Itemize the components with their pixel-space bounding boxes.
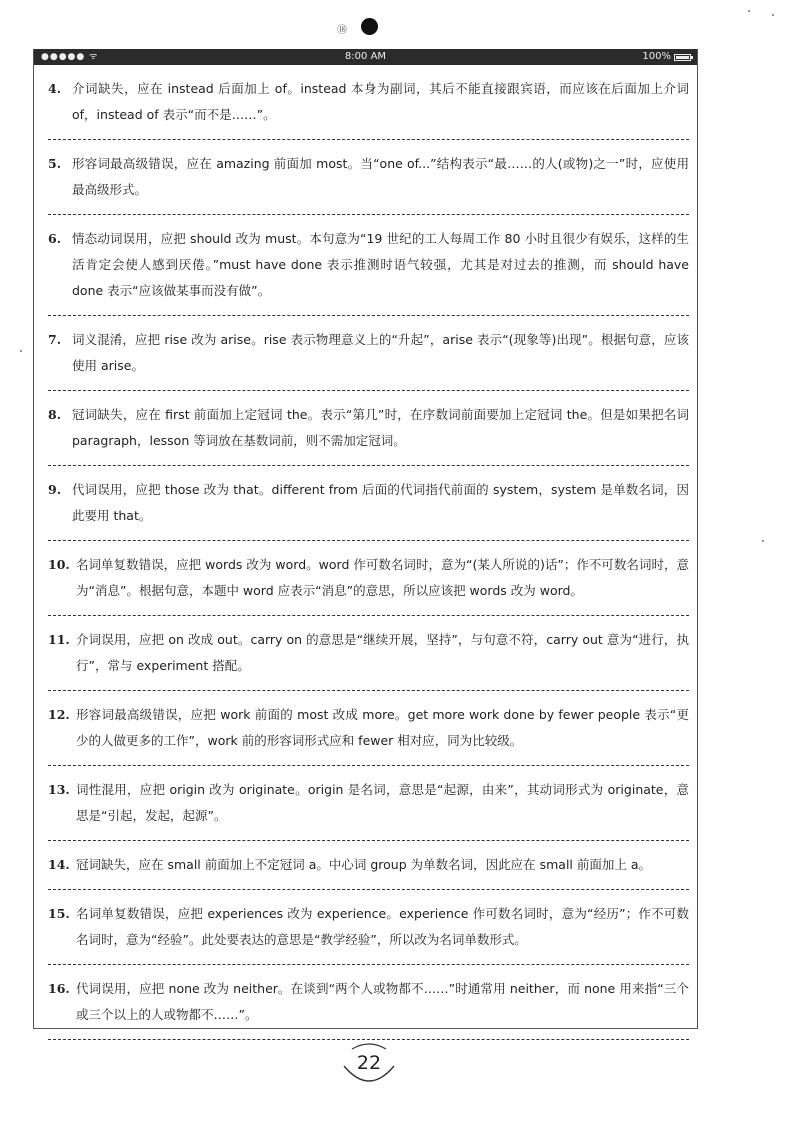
answer-text: 冠词缺失，应在 first 前面加上定冠词 the。表示“第几”时，在序数词前面要加上定冠词 the。但是如果把名词 paragraph，lesson 等词放在基数词前，则不需加定冠词。 (72, 407, 689, 448)
camera-dot-icon (361, 18, 378, 35)
answer-number: 9. (48, 482, 62, 497)
battery-percent: 100% (642, 51, 671, 62)
answer-item (48, 965, 689, 1040)
answer-number: 6. (48, 231, 62, 246)
page-number: 22 (356, 1052, 382, 1074)
answer-number: 13. (48, 782, 70, 797)
answer-text: 词性混用，应把 origin 改为 originate。origin 是名词，意思是“起源，由来”，其动词形式为 originate，意思是“引起，发起，起源”。 (76, 782, 689, 823)
scan-speck (20, 350, 22, 352)
answer-text: 名词单复数错误，应把 words 改为 word。word 作可数名词时，意为“(某人所说的)话”；作不可数名词时，意为“消息”。根据句意，本题中 word 应表示“消息”的意思，所以应该把 words 改为 word。 (76, 557, 689, 598)
answer-item (48, 140, 689, 215)
answer-text: 词义混淆，应把 rise 改为 arise。rise 表示物理意义上的“升起”，arise 表示“(现象等)出现”。根据句意，应该使用 arise。 (72, 332, 689, 373)
answer-number: 12. (48, 707, 70, 722)
answer-number: 7. (48, 332, 62, 347)
answer-item (48, 316, 689, 391)
answer-item (48, 890, 689, 965)
answer-list (34, 65, 697, 1040)
answer-item (48, 616, 689, 691)
answer-item (48, 691, 689, 766)
answer-number: 10. (48, 557, 70, 572)
answer-text: 代词误用，应把 none 改为 neither。在谈到“两个人或物都不……”时通常用 neither，而 none 用来指“三个或三个以上的人或物都不……”。 (76, 981, 689, 1022)
scan-speck (762, 540, 764, 542)
status-bar (34, 49, 697, 65)
answer-item (48, 541, 689, 616)
answer-number: 4. (48, 81, 62, 96)
answer-item (48, 215, 689, 316)
answer-text: 介词缺失，应在 instead 后面加上 of。instead 本身为副词，其后不能直接跟宾语，而应该在后面加上介词 of，instead of 表示“而不是……”。 (72, 81, 689, 122)
answer-item (48, 391, 689, 466)
scan-speck (748, 10, 750, 12)
answer-text: 介词误用，应把 on 改成 out。carry on 的意思是“继续开展，坚持”，与句意不符，carry out 意为“进行，执行”，常与 experiment 搭配。 (76, 632, 689, 673)
answer-number: 5. (48, 156, 62, 171)
answer-text: 形容词最高级错误，应在 amazing 前面加 most。当“one of...”结构表示“最……的人(或物)之一”时，应使用最高级形式。 (72, 156, 689, 197)
signal-icon: ●●●●● ᯤ (41, 52, 99, 62)
scan-speck (772, 14, 774, 16)
answer-text: 形容词最高级错误，应把 work 前面的 most 改成 more。get more work done by fewer people 表示“更少的人做更多的工作”，work 前的形容词形式应和 fewer 相对应，同为比较级。 (76, 707, 689, 748)
phone-frame (33, 49, 698, 1029)
battery-icon (674, 54, 691, 61)
battery-status (642, 49, 691, 65)
answer-number: 8. (48, 407, 62, 422)
answer-number: 14. (48, 857, 70, 872)
answer-number: 16. (48, 981, 70, 996)
answer-number: 15. (48, 906, 70, 921)
answer-item (48, 466, 689, 541)
answer-number: 11. (48, 632, 70, 647)
answer-text: 名词单复数错误，应把 experiences 改为 experience。experience 作可数名词时，意为“经历”；作不可数名词时，意为“经验”。此处要表达的意思是“教学经验”，所以改为名词单数形式。 (76, 906, 689, 947)
answer-text: 代词误用，应把 those 改为 that。different from 后面的代词指代前面的 system，system 是单数名词，因此要用 that。 (72, 482, 689, 523)
answer-item (48, 65, 689, 140)
answer-text: 冠词缺失，应在 small 前面加上不定冠词 a。中心词 group 为单数名词，因此应在 small 前面加上 a。 (76, 857, 652, 872)
status-time: 8:00 AM (344, 51, 387, 62)
answer-item (48, 841, 689, 890)
page-number-badge (338, 1040, 400, 1086)
answer-text: 情态动词误用，应把 should 改为 must。本句意为“19 世纪的工人每周工作 80 小时且很少有娱乐，这样的生活肯定会使人感到厌倦。”must have done 表示推测时语气较强，尤其是对过去的推测，而 should have done 表示“应该做某事而没有做”。 (72, 231, 689, 298)
answer-item (48, 766, 689, 841)
header-mark: ⑱ (337, 25, 347, 36)
